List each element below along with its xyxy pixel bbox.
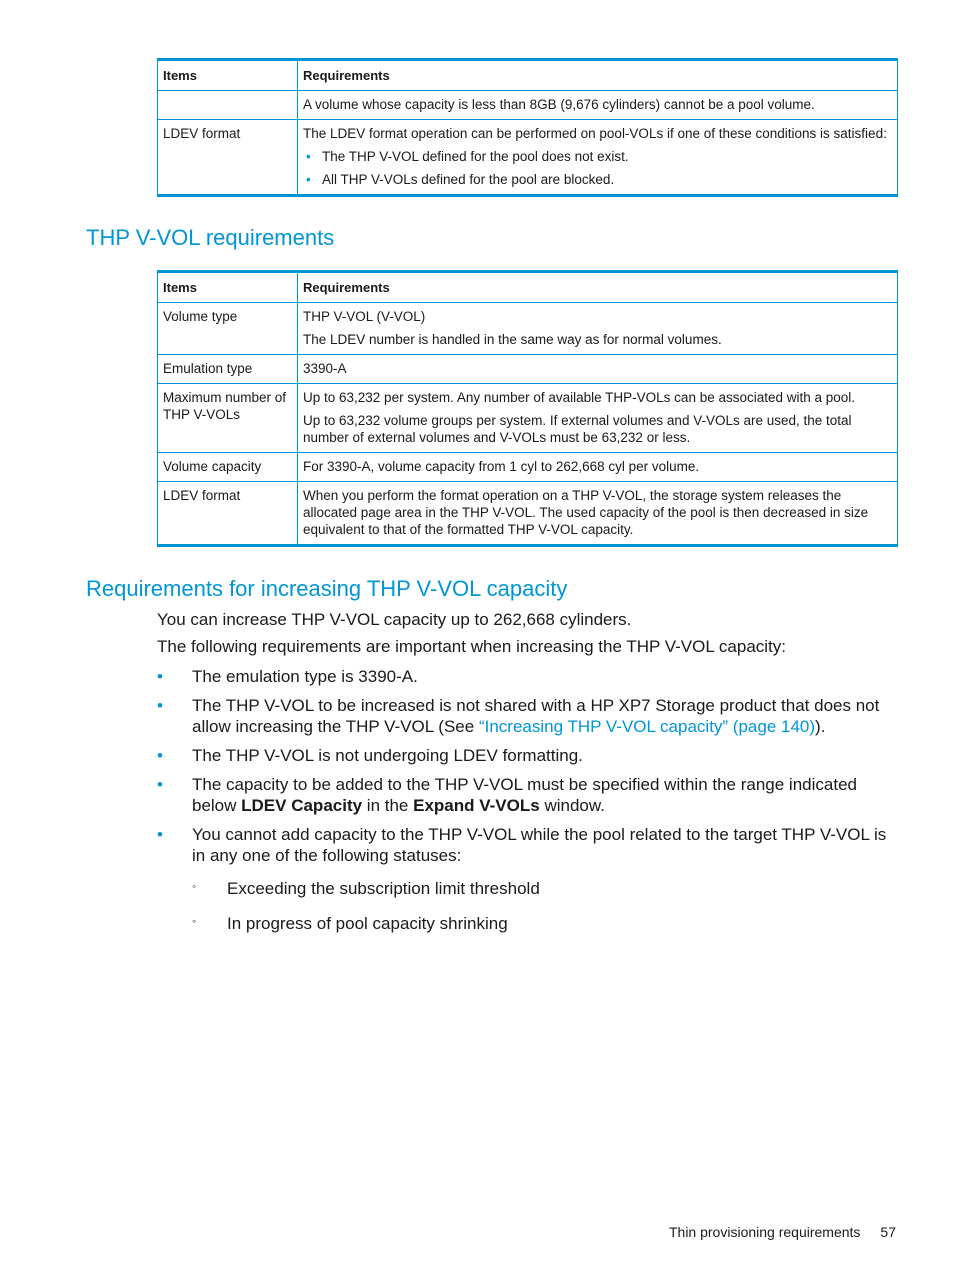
section-heading-thp-vvol-requirements: THP V-VOL requirements	[86, 225, 335, 250]
requirement-text: The LDEV format operation can be performed on pool-VOLs if one of these conditions is satisfied:	[303, 126, 887, 141]
pool-volume-requirements-table	[157, 58, 898, 197]
list-item-text: The capacity to be added to the THP V-VOL must be specified within the range indicated below	[192, 775, 857, 815]
list-item	[303, 148, 892, 165]
sublist-item-text: In progress of pool capacity shrinking	[227, 914, 508, 933]
table-cell-requirement	[298, 303, 898, 355]
table-cell-item: Emulation type	[158, 355, 298, 384]
requirement-text: 3390-A	[303, 361, 347, 376]
header-requirements: Requirements	[298, 60, 898, 91]
table-cell-item: LDEV format	[158, 120, 298, 196]
list-item	[157, 774, 897, 816]
intro-paragraph	[157, 609, 897, 630]
bullet-icon: •	[157, 746, 163, 765]
requirement-text: THP V-VOL (V-VOL)	[303, 309, 426, 324]
table-header-row	[158, 272, 898, 303]
list-item	[157, 666, 897, 687]
table-row	[158, 120, 898, 196]
bullet-icon: •	[306, 172, 311, 187]
table-row	[158, 91, 898, 120]
table-row	[158, 303, 898, 355]
condition-list	[303, 148, 892, 188]
requirements-list	[157, 666, 897, 874]
bullet-icon: •	[157, 775, 163, 794]
sublist-item-text: Exceeding the subscription limit threshold	[227, 879, 540, 898]
list-item-text: window.	[539, 796, 605, 815]
requirement-text: Up to 63,232 volume groups per system. If external volumes and V-VOLs are used, the total number of external volumes and V-VOLs must be 63,232 or less.	[303, 413, 852, 445]
list-item-text: in the	[362, 796, 414, 815]
list-item	[157, 824, 897, 866]
requirement-text: Up to 63,232 per system. Any number of available THP-VOLs can be associated with a pool.	[303, 390, 856, 405]
table-row	[158, 482, 898, 546]
requirement-text: For 3390-A, volume capacity from 1 cyl to 262,668 cyl per volume.	[303, 459, 700, 474]
table-cell-item: Volume capacity	[158, 453, 298, 482]
table-cell-item: LDEV format	[158, 482, 298, 546]
bullet-icon: •	[306, 149, 311, 164]
table-cell-item: Maximum number of THP V-VOLs	[158, 384, 298, 453]
table-row	[158, 453, 898, 482]
table-cell-item	[158, 91, 298, 120]
list-item-text: The THP V-VOL is not undergoing LDEV formatting.	[192, 746, 583, 765]
list-item-text: The THP V-VOL to be increased is not shared with a HP XP7 Storage product that does not allow increasing the THP V-VOL (See	[192, 696, 880, 736]
paragraph: The following requirements are important when increasing the THP V-VOL capacity:	[157, 637, 786, 656]
requirement-text: The LDEV number is handled in the same way as for normal volumes.	[303, 332, 722, 347]
bullet-icon: •	[157, 825, 163, 844]
sublist-item	[192, 878, 540, 899]
table-cell-item: Volume type	[158, 303, 298, 355]
footer-section-title: Thin provisioning requirements	[668, 1224, 861, 1240]
table-header-row	[158, 60, 898, 91]
header-items: Items	[158, 272, 298, 303]
cross-reference-link[interactable]: “Increasing THP V-VOL capacity” (page 140)	[478, 717, 816, 736]
section-heading-increasing-capacity: Requirements for increasing THP V-VOL capacity	[86, 576, 568, 601]
header-items: Items	[158, 60, 298, 91]
list-item	[157, 745, 897, 766]
page-number: 57	[880, 1224, 896, 1240]
list-item-text: ).	[815, 717, 826, 736]
sublist-item	[192, 913, 540, 934]
table-cell-requirement	[298, 384, 898, 453]
bullet-icon: •	[157, 667, 163, 686]
ui-term-expand-vvols: Expand V-VOLs	[413, 796, 540, 815]
table-row	[158, 355, 898, 384]
list-item-text: You cannot add capacity to the THP V-VOL while the pool related to the target THP V-VOL is in any one of the following statuses:	[192, 825, 887, 865]
table-cell-requirement: A volume whose capacity is less than 8GB (9,676 cylinders) cannot be a pool volume.	[298, 91, 898, 120]
table-cell-requirement	[298, 355, 898, 384]
page-footer	[669, 1223, 896, 1241]
bullet-icon: •	[157, 696, 163, 715]
table-cell-requirement	[298, 482, 898, 546]
table-row	[158, 384, 898, 453]
list-item	[157, 695, 897, 737]
list-item	[303, 171, 892, 188]
table-cell-requirement	[298, 120, 898, 196]
header-requirements: Requirements	[298, 272, 898, 303]
requirement-text: When you perform the format operation on a THP V-VOL, the storage system releases the allocated page area in the THP V-VOL. The used capacity of the pool is then decreased in size equivalent to that of the formatted THP V-VOL capacity.	[303, 488, 869, 537]
table-cell-requirement	[298, 453, 898, 482]
ui-term-ldev-capacity: LDEV Capacity	[241, 796, 363, 815]
list-item-text: The emulation type is 3390-A.	[192, 667, 418, 686]
hollow-bullet-icon: ◦	[192, 879, 197, 893]
list-item-text: All THP V-VOLs defined for the pool are blocked.	[322, 172, 615, 187]
thp-vvol-requirements-table	[157, 270, 898, 547]
list-item-text: The THP V-VOL defined for the pool does not exist.	[322, 149, 629, 164]
status-sublist	[192, 878, 540, 948]
hollow-bullet-icon: ◦	[192, 914, 197, 928]
intro-paragraph	[157, 636, 897, 657]
paragraph: You can increase THP V-VOL capacity up to 262,668 cylinders.	[157, 610, 632, 629]
